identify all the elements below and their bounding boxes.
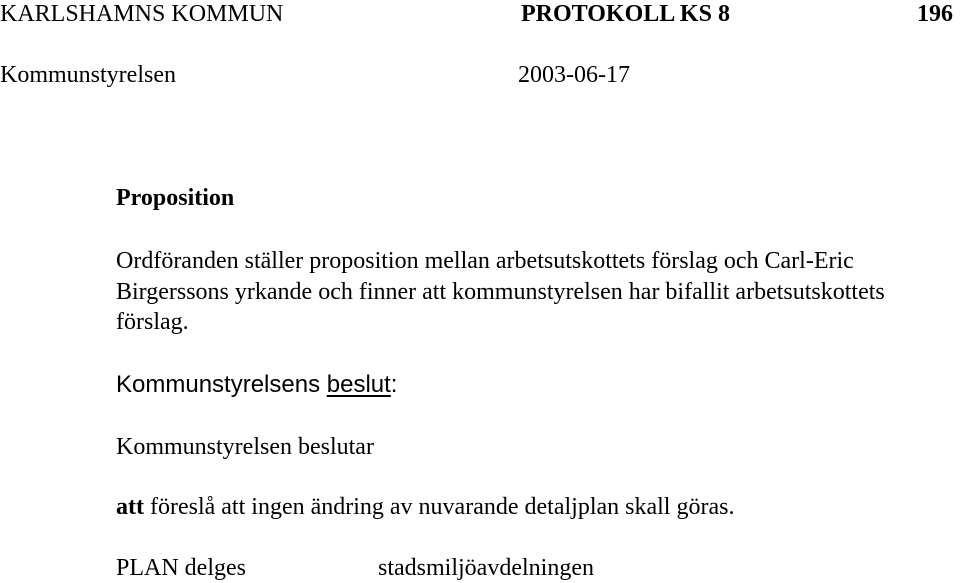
paragraph-line: Ordföranden ställer proposition mellan arbetsutskottets förslag och Carl-Eric [116,248,854,274]
decision-heading-suffix: : [390,371,398,398]
proposition-paragraph [116,246,960,338]
distribution-recipient: stadsmiljöavdelningen [378,555,594,581]
page-number: 196 [917,1,953,27]
governing-body: Kommunstyrelsen [0,62,176,88]
decision-statement: Kommunstyrelsen beslutar [116,434,374,460]
paragraph-line: Birgerssons yrkande och finner att kommunstyrelsen har bifallit arbetsutskottets [116,278,885,305]
resolution [116,493,734,521]
protocol-title: PROTOKOLL KS 8 [521,1,730,27]
section-heading: Proposition [116,185,235,211]
decision-heading-underlined: beslut [326,371,391,398]
distribution-line [116,554,594,582]
resolution-keyword: att [116,494,144,520]
paragraph-line: förslag. [116,309,189,335]
meeting-date: 2003-06-17 [518,62,630,88]
distribution-label: PLAN delges [116,555,246,581]
municipality-name: KARLSHAMNS KOMMUN [0,1,284,27]
decision-heading [116,371,397,399]
resolution-text: föreslå att ingen ändring av nuvarande detaljplan skall göras. [143,494,735,520]
decision-heading-prefix: Kommunstyrelsens [116,371,327,398]
